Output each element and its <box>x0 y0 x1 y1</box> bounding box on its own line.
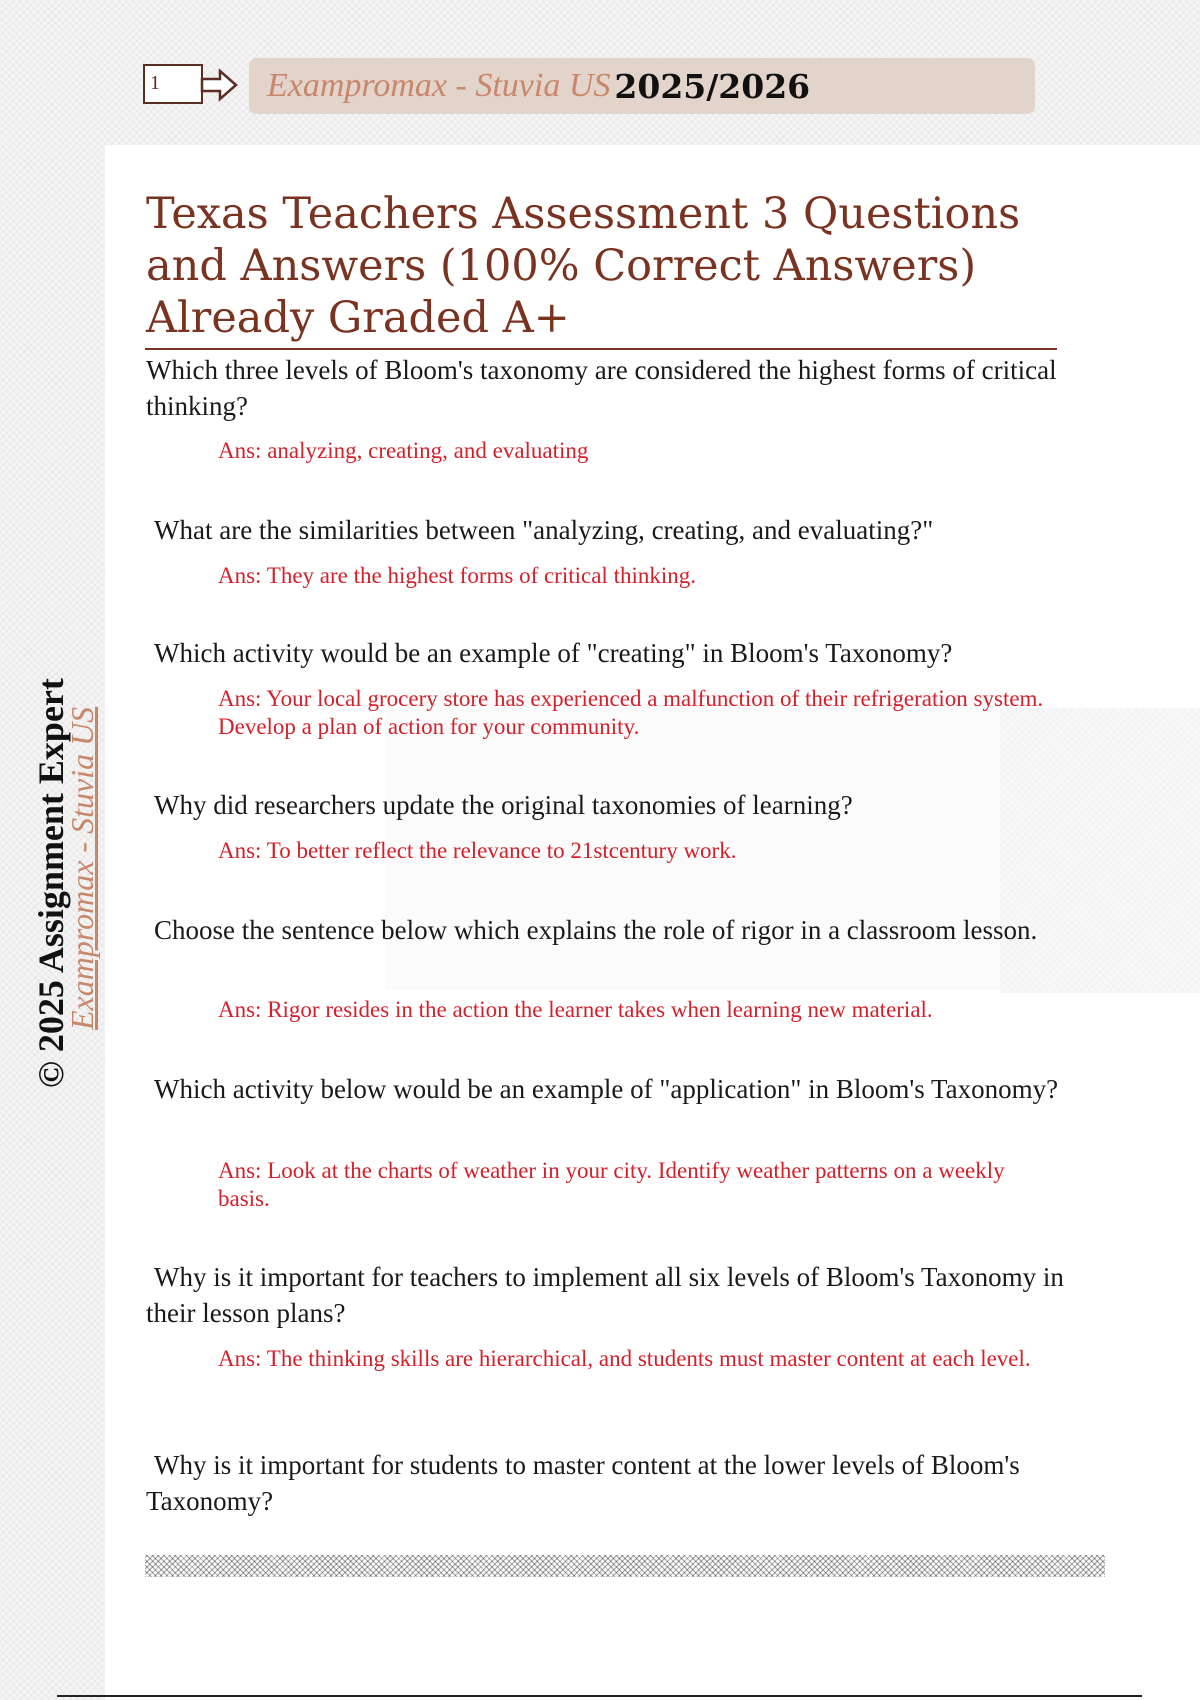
header-bar <box>249 58 1035 114</box>
answer-6: Ans: Look at the charts of weather in your city. Identify weather patterns on a weekly basis. <box>218 1158 1005 1211</box>
hatched-divider <box>145 1555 1105 1577</box>
side-copyright: © 2025 Assignment Expert <box>31 678 71 1088</box>
answer-4: Ans: To better reflect the relevance to 21stcentury work. <box>218 838 737 863</box>
answer-1: Ans: analyzing, creating, and evaluating <box>218 438 589 463</box>
question-8: Why is it important for students to master content at the lower levels of Bloom's Taxonomy? <box>146 1450 1020 1516</box>
title-divider <box>145 348 1057 350</box>
page-number: 1 <box>143 64 203 104</box>
question-5: Choose the sentence below which explains the role of rigor in a classroom lesson. <box>154 915 1038 945</box>
question-4: Why did researchers update the original taxonomies of learning? <box>154 790 853 820</box>
question-1: Which three levels of Bloom's taxonomy are considered the highest forms of critical thinking? <box>146 355 1057 421</box>
header-year: 2025/2026 <box>614 66 811 106</box>
answer-2: Ans: They are the highest forms of critical thinking. <box>218 563 696 588</box>
question-7: Why is it important for teachers to implement all six levels of Bloom's Taxonomy in their lesson plans? <box>146 1262 1064 1328</box>
answer-5: Ans: Rigor resides in the action the learner takes when learning new material. <box>218 997 933 1022</box>
question-3: Which activity would be an example of "creating" in Bloom's Taxonomy? <box>154 638 953 668</box>
side-brand: Exampromax - Stuvia US <box>64 706 100 1030</box>
document-title: Texas Teachers Assessment 3 Questions and Answers (100% Correct Answers) Already Graded A+ <box>146 189 1021 343</box>
arrow-right-icon <box>200 67 240 103</box>
answer-3: Ans: Your local grocery store has experienced a malfunction of their refrigeration system. Develop a plan of action for your community. <box>218 686 1044 739</box>
question-2: What are the similarities between "analyzing, creating, and evaluating?" <box>154 515 934 545</box>
answer-7: Ans: The thinking skills are hierarchical, and students must master content at each level. <box>218 1346 1031 1371</box>
header-brand: Exampromax - Stuvia US <box>267 67 611 104</box>
question-6: Which activity below would be an example of "application" in Bloom's Taxonomy? <box>154 1074 1059 1104</box>
footer-rule <box>57 1695 1142 1697</box>
